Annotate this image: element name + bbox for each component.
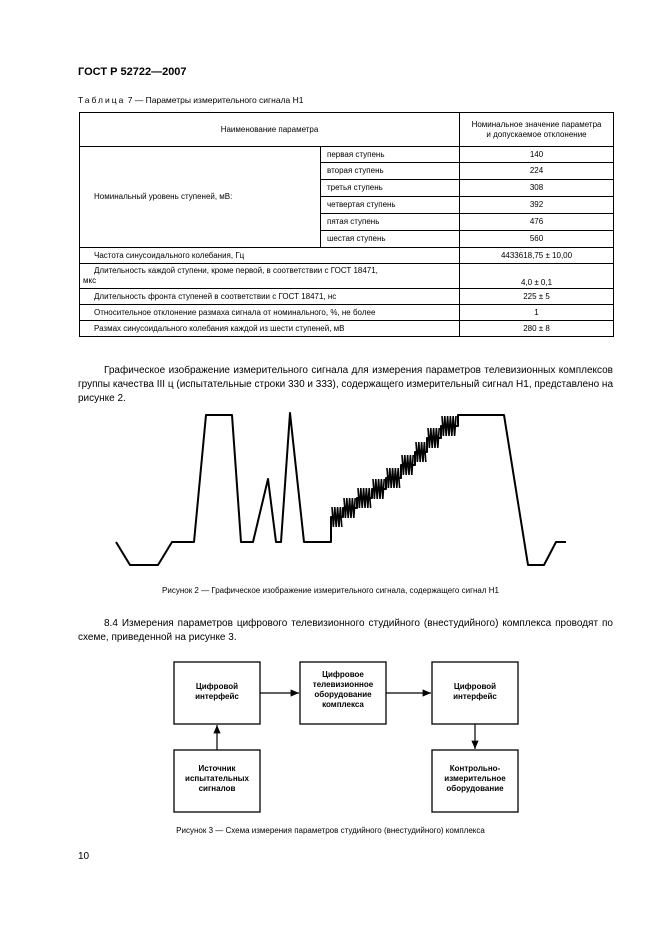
box-digital-interface-2 [432,662,518,724]
row-value: 4433618,75 ± 10,00 [460,248,614,264]
box-tv-complex-line2: телевизионное [312,680,374,689]
step-value: 392 [460,197,614,214]
row-value: 4,0 ± 0,1 [460,264,614,289]
table-row [80,289,614,305]
box-digital-interface-1 [174,662,260,724]
step-value: 140 [460,147,614,163]
row-value: 280 ± 8 [460,321,614,337]
paragraph-section-8-4: 8.4 Измерения параметров цифрового телевизионного студийного (внестудийного) комплекса проводят по схеме, приведенной на рисунке 3. [78,618,613,643]
sine-burst-packets [332,416,456,527]
step-label: шестая ступень [321,231,460,248]
box-control-line2: измерительное [444,774,506,783]
box-digital-interface-1-line1: Цифровой [195,682,239,691]
table-row [80,147,614,163]
header-parameter-name: Наименование параметра [80,113,460,147]
box-digital-interface-1-line2: интерфейс [195,692,239,701]
box-control-measuring-equipment [432,750,518,812]
step-value: 224 [460,163,614,180]
signal-waveform-figure [100,405,580,580]
box-test-source-line2: испытательных [185,774,249,783]
box-tv-complex-line4: комплекса [322,700,364,709]
row-name: Длительность фронта ступеней в соответствии с ГОСТ 18471, нс [80,289,460,305]
step-group-label: Номинальный уровень ступеней, мВ: [80,147,321,248]
table-caption-word: Таблица [78,95,126,105]
table-caption [78,95,304,105]
figure3-caption: Рисунок 3 — Схема измерения параметров студийного (внестудийного) комплекса [176,826,485,835]
box-digital-interface-2-line2: интерфейс [453,692,497,701]
header-nominal-value-line2: и допускаемое отклонение [486,129,587,139]
step-label: пятая ступень [321,214,460,231]
row-name: Размах синусоидального колебания каждой из шести ступеней, мВ [80,321,460,337]
row-name: Частота синусоидального колебания, Гц [80,248,460,264]
step-value: 560 [460,231,614,248]
table-row [80,248,614,264]
figure2-caption: Рисунок 2 — Графическое изображение измерительного сигнала, содержащего сигнал Н1 [162,586,499,595]
box-tv-complex-line1: Цифровое [322,670,364,679]
table-caption-text: 7 — Параметры измерительного сигнала Н1 [125,95,304,105]
signal-baseline-and-pulses [116,413,566,565]
box-control-line3: оборудование [446,784,504,793]
step-value: 308 [460,180,614,197]
measurement-scheme-diagram [160,652,530,817]
step-label: вторая ступень [321,163,460,180]
box-digital-interface-2-line1: Цифровой [453,682,497,691]
box-tv-complex-equipment [300,662,386,724]
table-header-row [80,113,614,147]
step-label: первая ступень [321,147,460,163]
box-test-signal-source [174,750,260,812]
box-test-source-line3: сигналов [198,784,236,793]
box-control-line1: Контрольно- [449,764,501,773]
row-name: Относительное отклонение размаха сигнала от номинального, %, не более [80,305,460,321]
step-label: четвертая ступень [321,197,460,214]
paragraph-figure2-intro: Графическое изображение измерительного сигнала для измерения параметров телевизионных комплексов группы качества III ц (испытательные строки 330 и 333), содержащего измерительный сигнал Н1, представлено на рисунке 2. [78,365,613,404]
header-nominal-value [460,113,614,147]
row-value: 225 ± 5 [460,289,614,305]
box-tv-complex-line3: оборудование [314,690,372,699]
page-number: 10 [78,851,90,862]
parameters-table [79,112,614,337]
row-name-line1: Длительность каждой ступени, кроме первой, в соответствии с ГОСТ 18471, [94,266,378,275]
table-row [80,321,614,337]
step-value: 476 [460,214,614,231]
box-test-source-line1: Источник [198,764,236,773]
step-label: третья ступень [321,180,460,197]
document-standard-number: ГОСТ Р 52722—2007 [78,66,187,78]
row-value: 1 [460,305,614,321]
table-row [80,305,614,321]
table-row [80,264,614,289]
row-name [80,264,460,289]
row-name-line2: мкс [83,276,97,285]
header-nominal-value-line1: Номинальное значение параметра [471,119,602,129]
